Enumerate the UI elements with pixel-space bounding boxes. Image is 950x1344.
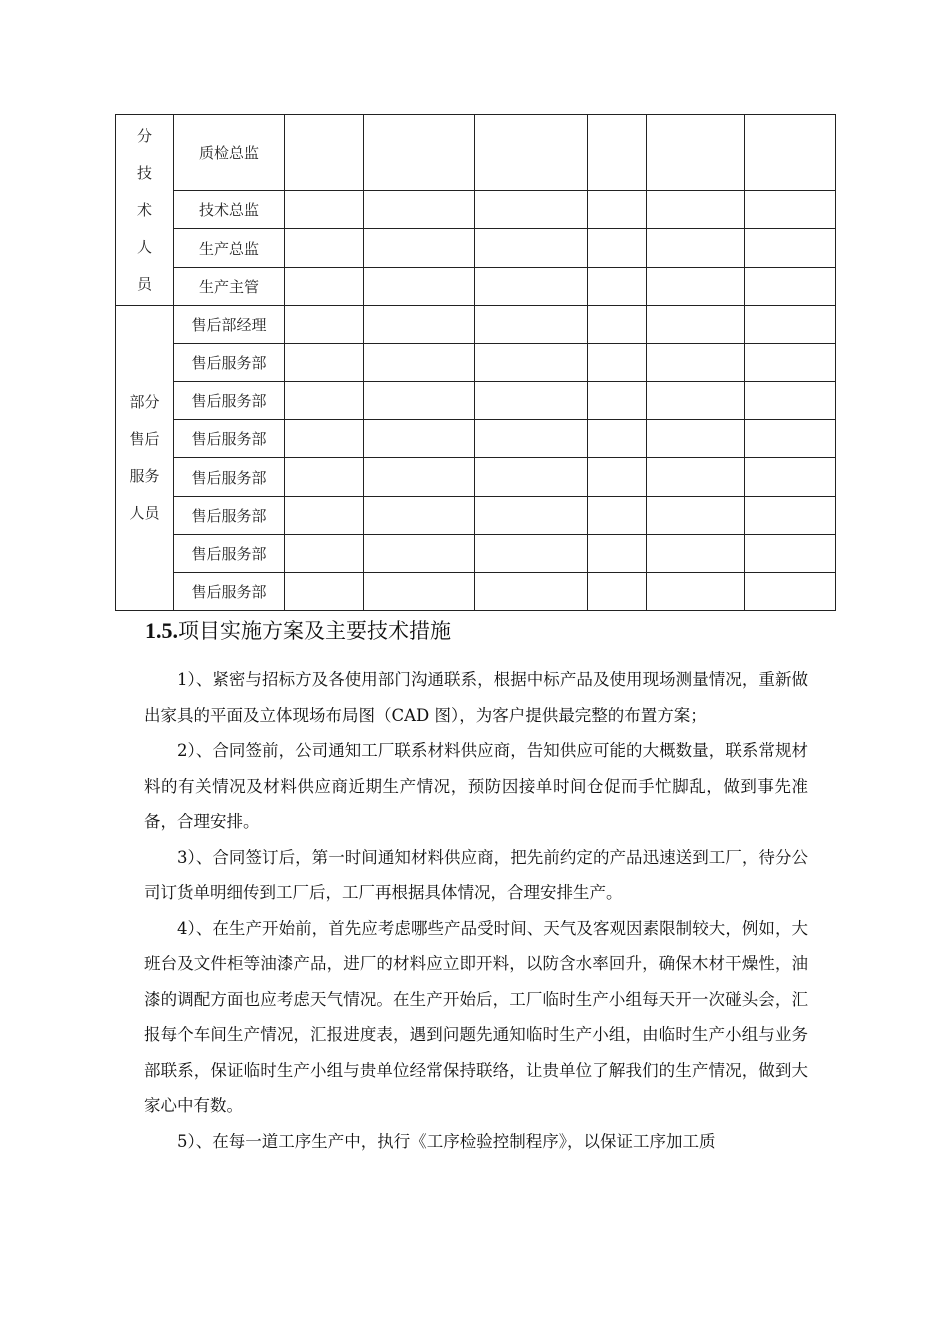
empty-cell [285,229,364,268]
empty-cell [475,344,588,382]
staff-table [115,114,836,611]
empty-cell [475,573,588,611]
empty-cell [475,535,588,573]
empty-cell [285,497,364,535]
empty-cell [364,382,475,420]
table-row [116,306,836,344]
empty-cell [745,115,836,191]
role-cell: 售后服务部 [174,458,285,497]
empty-cell [285,115,364,191]
empty-cell [647,268,745,306]
role-cell: 生产总监 [174,229,285,268]
empty-cell [475,497,588,535]
empty-cell [285,344,364,382]
role-cell: 售后服务部 [174,344,285,382]
empty-cell [647,306,745,344]
group-char: 技 [136,163,152,182]
table-row [116,535,836,573]
group-char: 人员 [129,504,160,522]
empty-cell [588,382,647,420]
group-char: 术 [136,200,152,219]
empty-cell [745,382,836,420]
empty-cell [475,268,588,306]
group-char: 分 [136,126,152,145]
role-cell: 售后服务部 [174,497,285,535]
empty-cell [364,306,475,344]
empty-cell [475,382,588,420]
table-row [116,497,836,535]
empty-cell [475,229,588,268]
table-row [116,420,836,458]
group-char: 人 [136,237,152,256]
empty-cell [647,191,745,229]
empty-cell [745,535,836,573]
empty-cell [647,573,745,611]
role-cell: 售后服务部 [174,420,285,458]
empty-cell [588,268,647,306]
group-char: 员 [136,274,152,293]
empty-cell [364,268,475,306]
table-row [116,573,836,611]
table-row [116,268,836,306]
section-number: 1.5. [145,618,178,643]
empty-cell [588,115,647,191]
table-row [116,344,836,382]
empty-cell [475,458,588,497]
empty-cell [647,535,745,573]
empty-cell [647,344,745,382]
empty-cell [647,458,745,497]
role-cell: 质检总监 [174,115,285,191]
empty-cell [588,535,647,573]
table-row [116,115,836,191]
group-label-after-sales [116,306,174,611]
empty-cell [285,382,364,420]
empty-cell [647,115,745,191]
empty-cell [285,268,364,306]
empty-cell [475,420,588,458]
empty-cell [588,306,647,344]
empty-cell [588,420,647,458]
empty-cell [588,229,647,268]
paragraph: 1）、紧密与招标方及各使用部门沟通联系，根据中标产品及使用现场测量情况，重新做出家具的平面及立体现场布局图（CAD 图），为客户提供最完整的布置方案； [144,670,808,725]
role-cell: 技术总监 [174,191,285,229]
empty-cell [745,458,836,497]
empty-cell [745,344,836,382]
section-heading [145,616,451,646]
empty-cell [647,229,745,268]
empty-cell [745,191,836,229]
paragraph: 4）、在生产开始前，首先应考虑哪些产品受时间、天气及客观因素限制较大，例如，大班台及文件柜等油漆产品，进厂的材料应立即开料，以防含水率回升，确保木材干燥性，油漆的调配方面也应考虑天气情况。在生产开始后，工厂临时生产小组每天开一次碰头会，汇报每个车间生产情况，汇报进度表，遇到问题先通知临时生产小组，由临时生产小组与业务部联系，保证临时生产小组与贵单位经常保持联络，让贵单位了解我们的生产情况，做到大家心中有数。 [144,918,808,1115]
empty-cell [588,573,647,611]
empty-cell [364,191,475,229]
empty-cell [364,115,475,191]
empty-cell [475,306,588,344]
empty-cell [364,420,475,458]
empty-cell [285,420,364,458]
empty-cell [647,420,745,458]
table-row [116,229,836,268]
group-char: 售后 [129,430,160,448]
empty-cell [745,306,836,344]
role-cell: 售后服务部 [174,535,285,573]
role-cell: 售后部经理 [174,306,285,344]
role-cell: 生产主管 [174,268,285,306]
empty-cell [647,382,745,420]
empty-cell [588,191,647,229]
empty-cell [588,344,647,382]
group-char: 服务 [129,467,160,485]
role-cell: 售后服务部 [174,382,285,420]
empty-cell [364,229,475,268]
empty-cell [588,458,647,497]
section-title: 项目实施方案及主要技术措施 [178,619,451,643]
table-row [116,382,836,420]
empty-cell [285,535,364,573]
empty-cell [745,420,836,458]
paragraph: 2）、合同签前，公司通知工厂联系材料供应商，告知供应可能的大概数量，联系常规材料的有关情况及材料供应商近期生产情况，预防因接单时间仓促而手忙脚乱，做到事先准备，合理安排。 [144,741,808,831]
empty-cell [745,268,836,306]
table-row [116,458,836,497]
empty-cell [364,497,475,535]
empty-cell [364,535,475,573]
empty-cell [745,497,836,535]
group-label-technical [116,115,174,306]
empty-cell [588,497,647,535]
empty-cell [745,573,836,611]
empty-cell [285,191,364,229]
role-cell: 售后服务部 [174,573,285,611]
empty-cell [647,497,745,535]
group-char: 部分 [129,393,160,411]
empty-cell [285,306,364,344]
empty-cell [745,229,836,268]
empty-cell [364,344,475,382]
empty-cell [475,191,588,229]
body-text [144,662,808,1159]
empty-cell [285,573,364,611]
empty-cell [364,573,475,611]
empty-cell [285,458,364,497]
empty-cell [475,115,588,191]
paragraph: 3）、合同签订后，第一时间通知材料供应商，把先前约定的产品迅速送到工厂，待分公司订货单明细传到工厂后，工厂再根据具体情况，合理安排生产。 [144,847,808,902]
table-row [116,191,836,229]
empty-cell [364,458,475,497]
paragraph: 5）、在每一道工序生产中，执行《工序检验控制程序》，以保证工序加工质 [177,1131,716,1151]
